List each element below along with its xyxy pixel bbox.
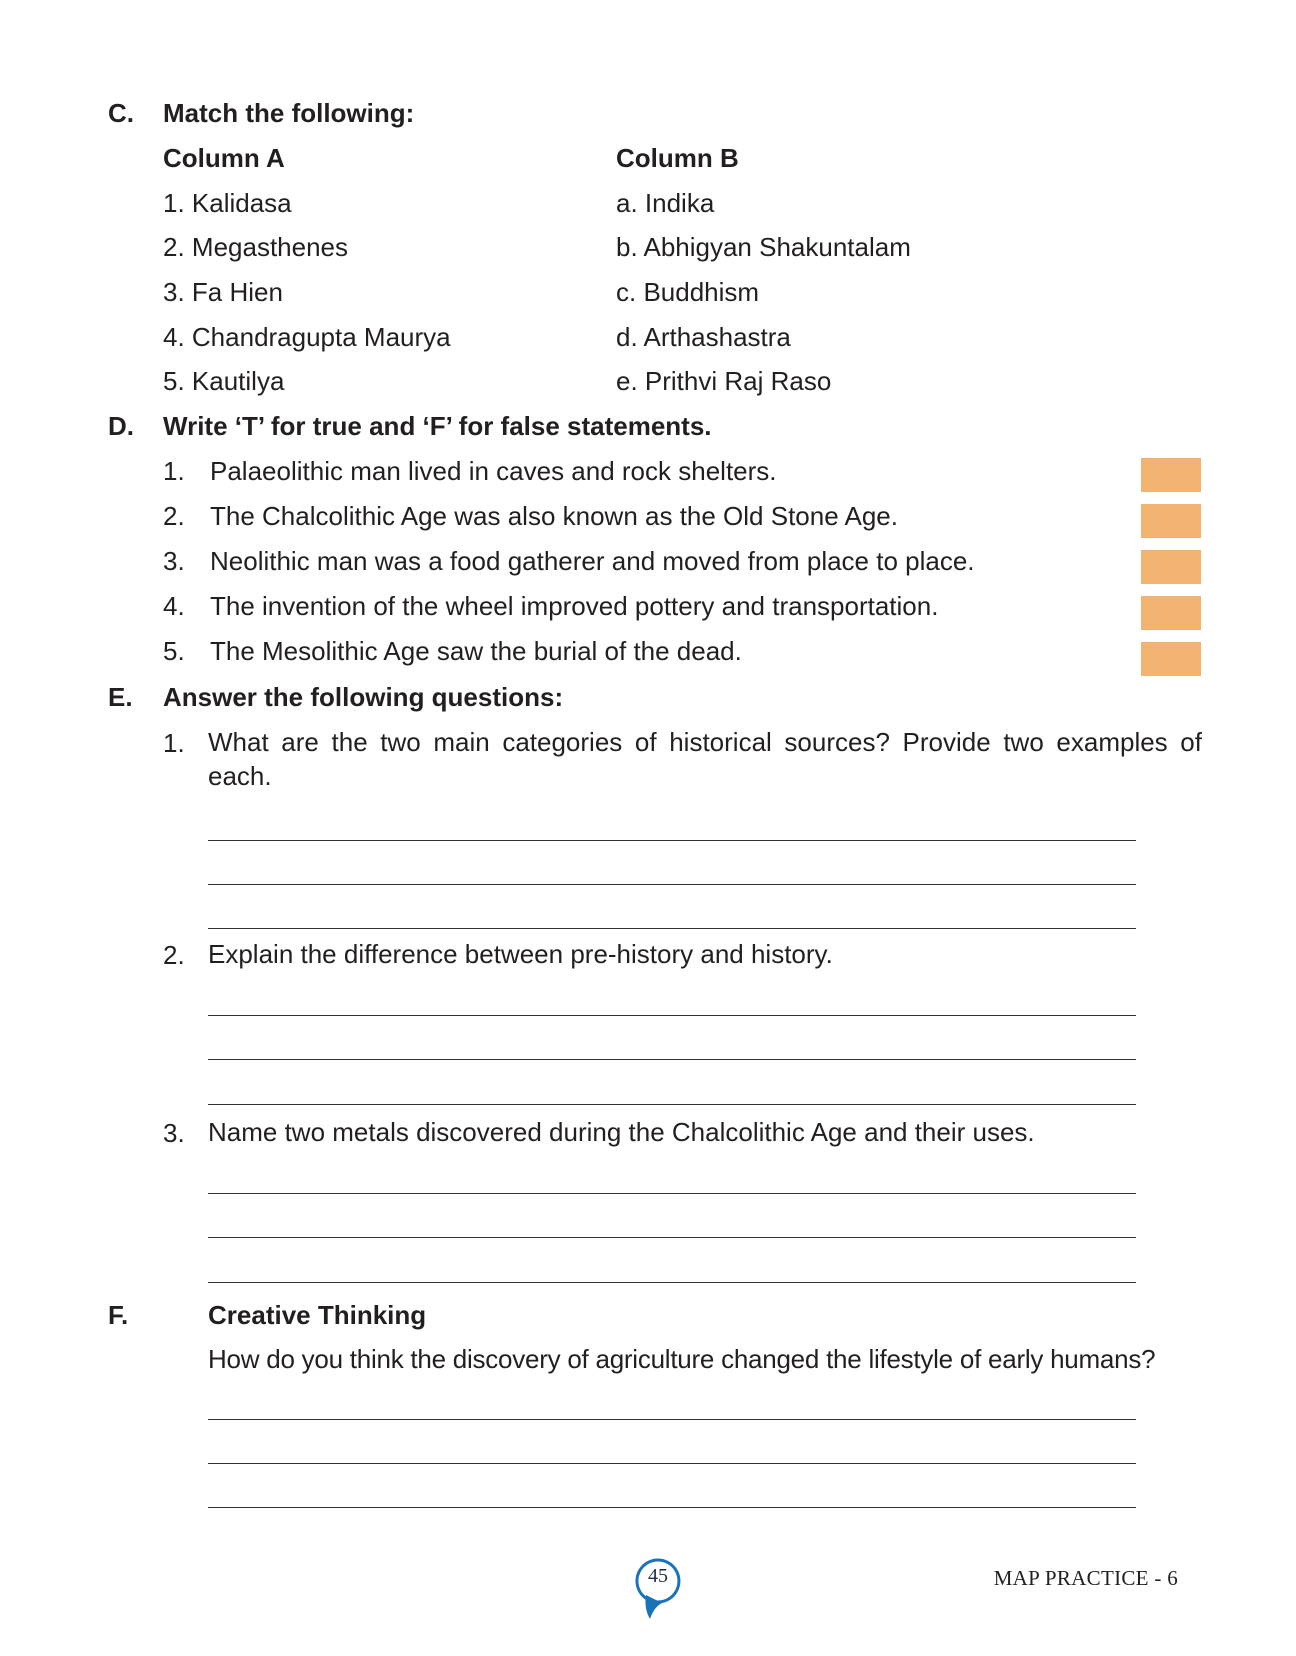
- answer-line[interactable]: [208, 1104, 1136, 1105]
- statement-number: 1.: [163, 456, 185, 486]
- section-f-title: Creative Thinking: [208, 1300, 427, 1330]
- section-f-letter: F.: [108, 1300, 129, 1330]
- column-a-item: 5. Kautilya: [163, 366, 285, 396]
- statement-number: 5.: [163, 636, 185, 666]
- column-b-header: Column B: [616, 143, 739, 173]
- section-c-letter: C.: [108, 98, 134, 128]
- statement-number: 2.: [163, 501, 185, 531]
- section-d-letter: D.: [108, 411, 134, 441]
- column-b-item: a. Indika: [616, 188, 715, 218]
- creative-question-text: How do you think the discovery of agriculture changed the lifestyle of early humans?: [208, 1344, 1156, 1374]
- column-b-item: c. Buddhism: [616, 277, 760, 307]
- answer-box[interactable]: [1141, 596, 1201, 630]
- answer-line[interactable]: [208, 884, 1136, 885]
- column-a-item: 2. Megasthenes: [163, 232, 349, 262]
- statement-text: Neolithic man was a food gatherer and moved from place to place.: [210, 546, 975, 576]
- section-e-letter: E.: [108, 682, 133, 712]
- question-text: Explain the difference between pre-history and history.: [208, 939, 833, 969]
- question-number: 1.: [163, 728, 185, 758]
- question-text: What are the two main categories of historical sources? Provide two examples of each.: [208, 727, 1202, 791]
- statement-number: 3.: [163, 546, 185, 576]
- answer-box[interactable]: [1141, 642, 1201, 676]
- answer-line[interactable]: [208, 1015, 1136, 1016]
- question-number: 2.: [163, 940, 185, 970]
- answer-box[interactable]: [1141, 504, 1201, 538]
- page-number-badge: [634, 1557, 686, 1623]
- answer-line[interactable]: [208, 1059, 1136, 1060]
- answer-line[interactable]: [208, 840, 1136, 841]
- question-number: 3.: [163, 1118, 185, 1148]
- column-b-item: d. Arthashastra: [616, 322, 791, 352]
- section-d-title: Write ‘T’ for true and ‘F’ for false statements.: [163, 411, 712, 441]
- book-title: MAP PRACTICE - 6: [993, 1566, 1178, 1590]
- answer-line[interactable]: [208, 928, 1136, 929]
- answer-box[interactable]: [1141, 550, 1201, 584]
- page-number: 45: [648, 1565, 668, 1587]
- section-e-title: Answer the following questions:: [163, 682, 564, 712]
- statement-text: The invention of the wheel improved pottery and transportation.: [210, 591, 939, 621]
- answer-line[interactable]: [208, 1507, 1136, 1508]
- statement-number: 4.: [163, 591, 185, 621]
- section-c-title: Match the following:: [163, 98, 415, 128]
- column-a-item: 4. Chandragupta Maurya: [163, 322, 451, 352]
- column-b-item: b. Abhigyan Shakuntalam: [616, 232, 911, 262]
- column-a-item: 1. Kalidasa: [163, 188, 292, 218]
- question-text: Name two metals discovered during the Chalcolithic Age and their uses.: [208, 1117, 1035, 1147]
- statement-text: The Chalcolithic Age was also known as the Old Stone Age.: [210, 501, 898, 531]
- column-a-item: 3. Fa Hien: [163, 277, 283, 307]
- statement-text: The Mesolithic Age saw the burial of the dead.: [210, 636, 742, 666]
- answer-line[interactable]: [208, 1419, 1136, 1420]
- column-a-header: Column A: [163, 143, 285, 173]
- column-b-item: e. Prithvi Raj Raso: [616, 366, 832, 396]
- answer-box[interactable]: [1141, 458, 1201, 492]
- answer-line[interactable]: [208, 1282, 1136, 1283]
- statement-text: Palaeolithic man lived in caves and rock shelters.: [210, 456, 777, 486]
- answer-line[interactable]: [208, 1237, 1136, 1238]
- answer-line[interactable]: [208, 1463, 1136, 1464]
- answer-line[interactable]: [208, 1193, 1136, 1194]
